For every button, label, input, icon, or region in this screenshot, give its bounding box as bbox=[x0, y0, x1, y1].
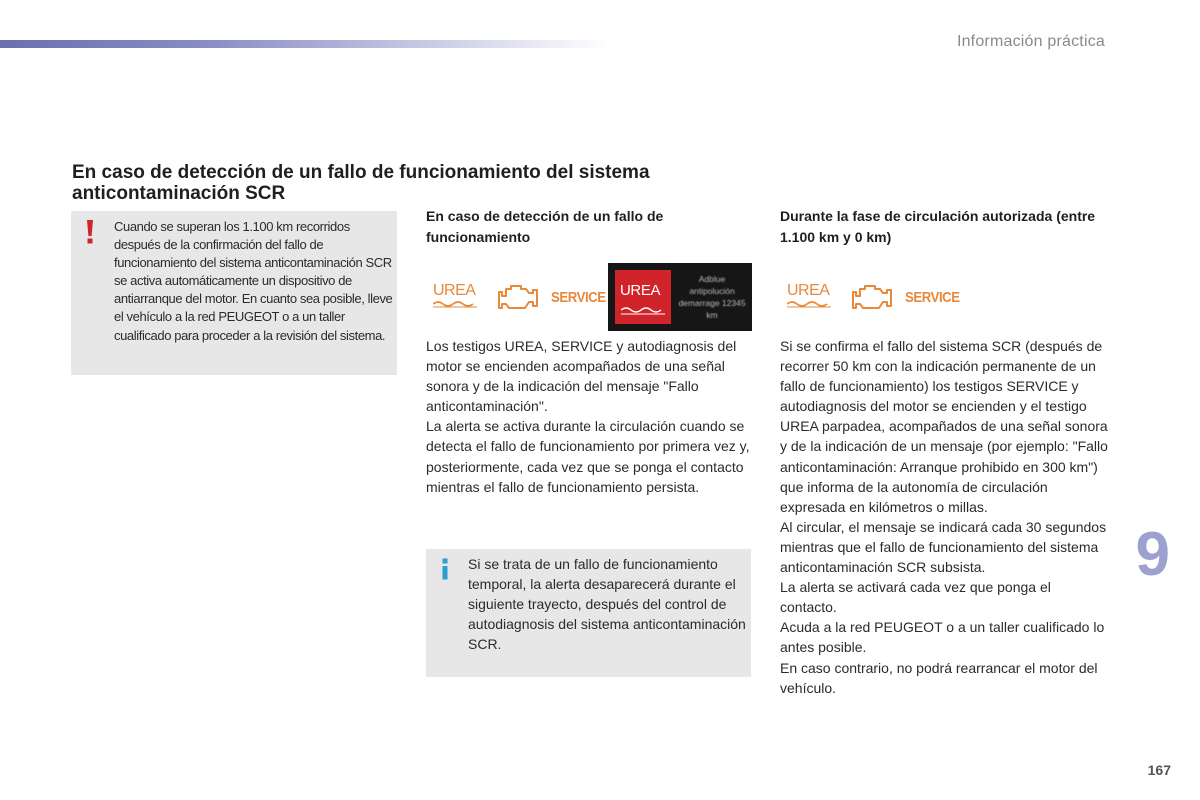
right-indicator-row bbox=[787, 277, 967, 317]
middle-indicator-row bbox=[433, 277, 613, 317]
info-icon bbox=[439, 558, 451, 580]
fluid-wave-icon bbox=[787, 300, 831, 308]
section-title: Información práctica bbox=[956, 33, 1105, 50]
service-lamp: SERVICE bbox=[905, 288, 960, 306]
exclamation-icon bbox=[83, 219, 97, 245]
page-title: En caso de detección de un fallo de funcionamiento del sistema anticontaminación SCR bbox=[72, 162, 650, 204]
page-number: 167 bbox=[1147, 762, 1171, 778]
header-accent-bar bbox=[0, 40, 610, 48]
engine-warning-icon bbox=[851, 282, 893, 312]
instrument-display bbox=[608, 263, 752, 331]
info-note-box bbox=[426, 549, 751, 677]
urea-lamp bbox=[433, 282, 479, 312]
display-message: Adblue antipolución demarrage 12345 km bbox=[678, 274, 746, 320]
fluid-wave-icon bbox=[621, 306, 665, 316]
right-column-heading: Durante la fase de circulación autorizada (entre 1.100 km y 0 km) bbox=[780, 208, 1096, 245]
warning-note-box bbox=[71, 211, 397, 375]
right-column-body: Si se confirma el fallo del sistema SCR (después de recorrer 50 km con la indicación permanente de un fallo de funcionamiento) los testigos SERVICE y autodiagnosis del motor se encienden y el testigo UREA parpadea, acompañados de una señal sonora y de la indicación de un mensaje (por ejemplo: "Fallo anticontaminación: Arranque prohibido en 300 km") que informa de la autonomía de circulación expresada en kilómetros o millas. Al circular, el mensaje se indicará cada 30 segundos mientras que el fallo de funcionamiento del sistema anticontaminación SCR subsista. La alerta se activará cada vez que ponga el contacto. Acuda a la red PEUGEOT o a un taller cualificado lo antes posible. En caso contrario, no podrá rearrancar el motor del vehículo. bbox=[780, 338, 1108, 696]
display-urea-label: UREA bbox=[620, 282, 661, 299]
middle-column-body: Los testigos UREA, SERVICE y autodiagnosis del motor se encienden acompañados de una señal sonora y de la indicación del mensaje "Fallo anticontaminación". La alerta se activa durante la circulación cuando se detecta el fallo de funcionamiento por primera vez y, posteriormente, cada vez que se ponga el contacto mientras el fallo de funcionamiento persista. bbox=[426, 338, 750, 495]
middle-column-heading: En caso de detección de un fallo de funcionamiento bbox=[426, 208, 664, 245]
urea-lamp-label: UREA bbox=[433, 282, 476, 299]
fluid-wave-icon bbox=[433, 300, 477, 308]
engine-warning-icon bbox=[497, 282, 539, 312]
info-note-text: Si se trata de un fallo de funcionamiento temporal, la alerta desaparecerá durante el siguiente trayecto, después del control de autodiagnosis del sistema anticontaminación SCR. bbox=[468, 556, 746, 653]
service-lamp: SERVICE bbox=[551, 288, 606, 306]
urea-lamp bbox=[787, 282, 833, 312]
warning-note-text: Cuando se superan los 1.100 km recorridos después de la confirmación del fallo de funcionamiento del sistema anticontaminación SCR se activa automáticamente un dispositivo de antiarranque del motor. En cuanto sea posible, lleve el vehículo a la red PEUGEOT o a un taller cualificado para proceder a la revisión del sistema. bbox=[114, 219, 393, 343]
display-urea-warning bbox=[615, 270, 671, 324]
chapter-number: 9 bbox=[1135, 520, 1170, 589]
urea-lamp-label: UREA bbox=[787, 282, 830, 299]
